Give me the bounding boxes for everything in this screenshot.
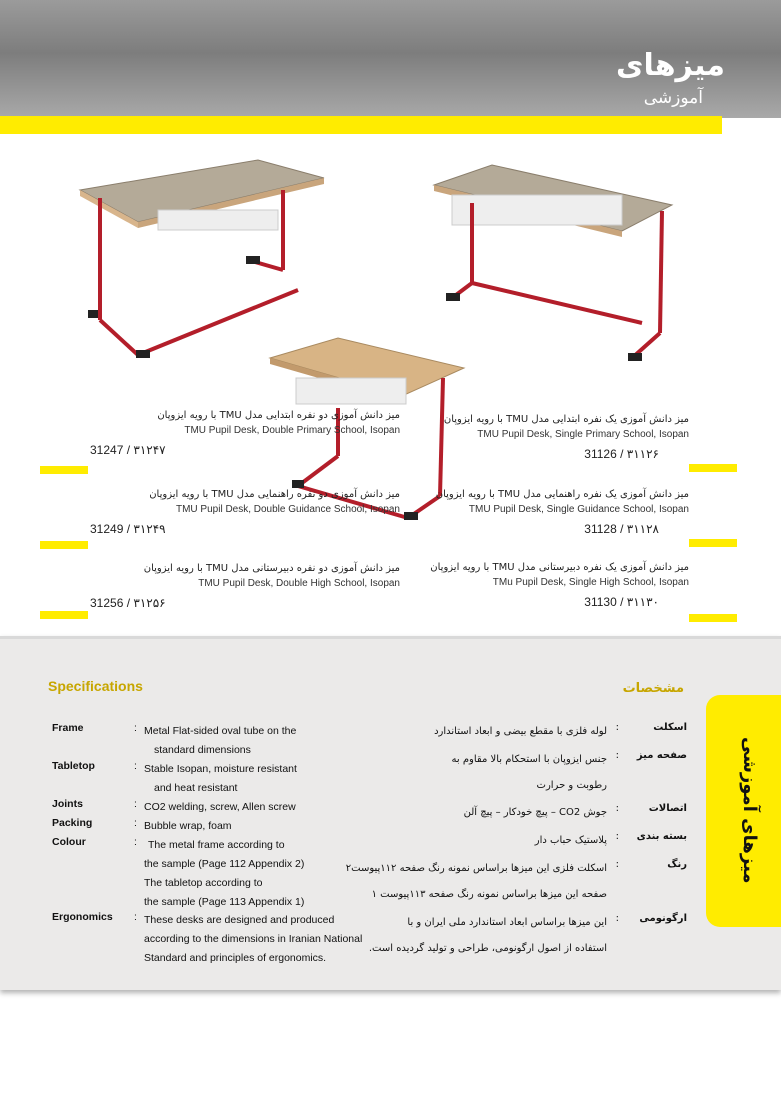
product-name-fa: میز دانش آموزی دو نفره راهنمایی مدل TMU با رویه ایزوپان [149,489,400,500]
product-code: 31126 / ۳۱۱۲۶ [584,447,659,461]
spec-colon: : [615,750,619,761]
spec-key: ارگونومی [639,913,687,924]
spec-value: لوله فلزی با مقطع بیضی و ابعاد استاندارد [434,726,607,737]
spec-colon: : [134,798,137,810]
spec-colon: : [134,817,137,829]
spec-key: Ergonomics [52,911,113,923]
spec-key: اتصالات [648,803,687,814]
spec-key: Frame [52,722,84,734]
spec-colon: : [615,831,619,842]
specifications-title-fa: مشخصات [622,681,684,696]
product-name-fa: میز دانش آموزی یک نفره ابتدایی مدل TMU با رویه ایزوپان [443,414,689,425]
spec-key: صفحه میز [636,750,687,761]
product-code: 31247 / ۳۱۲۴۷ [90,443,166,457]
spec-value: پلاستیک حباب دار [534,835,607,846]
product-caption-single-primary [349,414,689,461]
spec-value: The metal frame according to the sample (Page 112 Appendix 2) The tabletop according to the sample (Page 113 Appendix 1) [144,839,305,908]
spec-colon: : [134,836,137,848]
side-tab [706,695,781,927]
yellow-marker [40,541,88,549]
spec-key: رنگ [667,859,687,870]
spec-key: بسته بندی [636,831,687,842]
spec-value: جوش CO2 – پیچ خودکار – پیچ آلن [463,807,607,818]
header-accent-band [0,116,722,134]
spec-value: اسکلت فلزی این میزها براساس نمونه رنگ صفحه ۱۱۲پیوست۲ صفحه این میزها براساس نمونه رنگ صفحه ۱۱۳پیوست ۱ [345,863,607,900]
product-code: 31249 / ۳۱۲۴۹ [90,522,166,536]
product-name-en: TMu Pupil Desk, Single High School, Isopan [492,577,689,588]
single-desk-image-right [432,163,678,373]
page-title: میزهای [615,48,725,83]
page-subtitle: آموزشی [643,88,703,108]
double-desk-image [78,150,328,365]
yellow-marker [40,466,88,474]
spec-key: Tabletop [52,760,95,772]
product-name-en: TMU Pupil Desk, Single Primary School, Isopan [477,429,689,440]
product-code: 31128 / ۳۱۱۲۸ [584,522,659,536]
spec-colon: : [134,722,137,734]
spec-value: Bubble wrap, foam [144,820,232,832]
product-name-en: TMU Pupil Desk, Double Primary School, Isopan [184,425,400,436]
spec-key: اسکلت [653,722,687,733]
product-code: 31256 / ۳۱۲۵۶ [90,596,166,610]
yellow-marker [689,464,737,472]
spec-value: Stable Isopan, moisture resistant and heat resistant [144,763,297,794]
specifications-title-en: Specifications [48,678,143,694]
spec-value: Metal Flat-sided oval tube on the standard dimensions [144,725,297,756]
spec-colon: : [615,722,619,733]
product-name-fa: میز دانش آموزی دو نفره ابتدایی مدل TMU با رویه ایزوپان [157,410,400,421]
product-name-fa: میز دانش آموزی یک نفره دبیرستانی مدل TMU با رویه ایزوپان [430,562,689,573]
page-header [0,0,781,118]
spec-value: جنس ایزوپان با استحکام بالا مقاوم به رطوبت و حرارت [451,754,607,791]
product-code: 31130 / ۳۱۱۳۰ [584,595,659,609]
spec-colon: : [615,859,619,870]
spec-key: Packing [52,817,93,829]
spec-colon: : [134,760,137,772]
product-name-fa: میز دانش آموزی دو نفره دبیرستانی مدل TMU با رویه ایزوپان [143,563,400,574]
product-caption-single-guidance [349,489,689,536]
spec-value: این میزها براساس ابعاد استاندارد ملی ایران و با استفاده از اصول ارگونومی، طراحی و تولید گردیده است. [368,917,607,954]
spec-colon: : [615,803,619,814]
yellow-marker [689,539,737,547]
spec-colon: : [615,913,619,924]
product-name-en: TMU Pupil Desk, Double High School, Isopan [198,578,400,589]
product-name-en: TMU Pupil Desk, Double Guidance School, Isopan [175,504,400,515]
yellow-marker [40,611,88,619]
spec-value: These desks are designed and produced according to the dimensions in Iranian National Standard and principles of ergonomics. [144,914,363,964]
spec-key: Joints [52,798,83,810]
side-tab-label: میزهای آموزشی [739,736,760,884]
yellow-marker [689,614,737,622]
product-name-en: TMU Pupil Desk, Single Guidance School, Isopan [468,504,689,515]
spec-key: Colour [52,836,86,848]
product-name-fa: میز دانش آموزی یک نفره راهنمایی مدل TMU با رویه ایزوپان [435,489,689,500]
product-caption-single-high [349,562,689,609]
spec-value: CO2 welding, screw, Allen screw [144,801,296,813]
spec-colon: : [134,911,137,923]
